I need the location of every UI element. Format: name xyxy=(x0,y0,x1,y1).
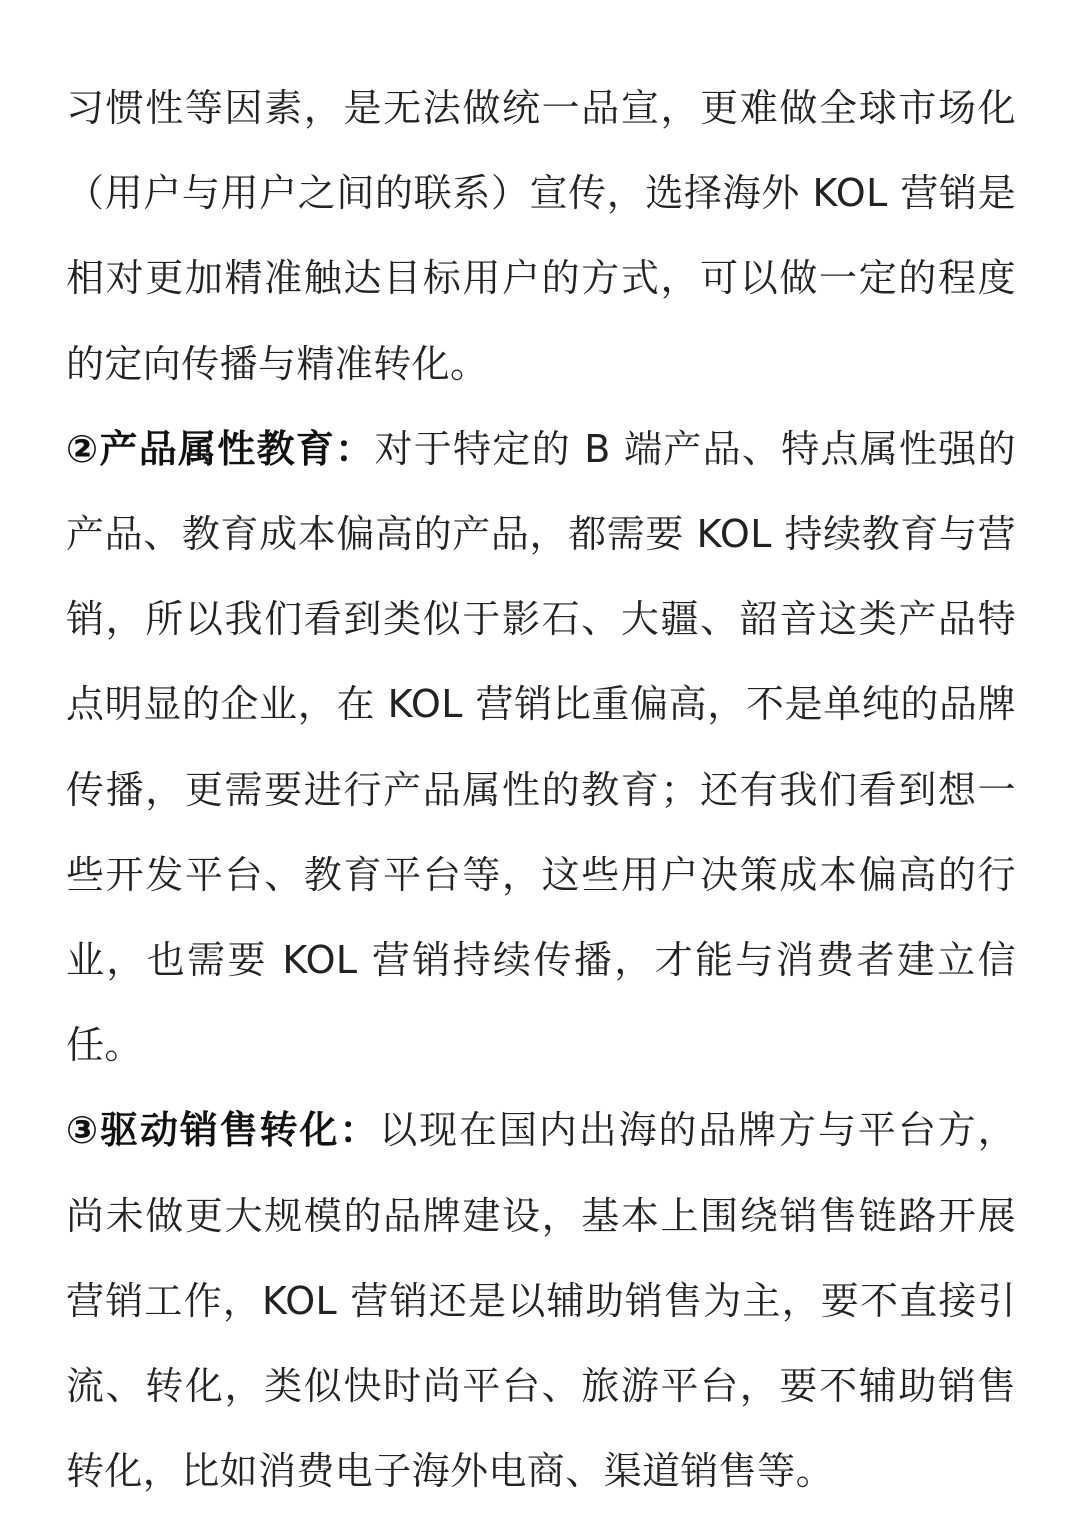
paragraph-product-education xyxy=(66,407,1016,1089)
paragraph-sales-conversion-text: 以现在国内出海的品牌方与平台方，尚未做更大规模的品牌建设，基本上围绕销售链路开展营销工作，KOL 营销还是以辅助销售为主，要不直接引流、转化，类似快时尚平台、旅游平台，要不辅助销售转化，比如消费电子海外电商、渠道销售等。 xyxy=(66,1108,1016,1494)
paragraph-sales-conversion xyxy=(66,1088,1016,1514)
paragraph-sales-conversion-heading: ③驱动销售转化： xyxy=(66,1108,380,1153)
paragraph-product-education-text: 对于特定的 B 端产品、特点属性强的产品、教育成本偏高的产品，都需要 KOL 持续教育与营销，所以我们看到类似于影石、大疆、韶音这类产品特点明显的企业，在 KOL 营销比重偏高，不是单纯的品牌传播，更需要进行产品属性的教育；还有我们看到想一些开发平台、教育平台等，这些用户决策成本偏高的行业，也需要 KOL 营销持续传播，才能与消费者建立信任。 xyxy=(66,426,1016,1068)
paragraph-intro xyxy=(66,66,1016,407)
article-body xyxy=(66,66,1016,1514)
paragraph-intro-text: 习惯性等因素，是无法做统一品宣，更难做全球市场化（用户与用户之间的联系）宣传，选择海外 KOL 营销是相对更加精准触达目标用户的方式，可以做一定的程度的定向传播与精准转化。 xyxy=(66,86,1016,386)
paragraph-product-education-heading: ②产品属性教育： xyxy=(66,426,375,471)
